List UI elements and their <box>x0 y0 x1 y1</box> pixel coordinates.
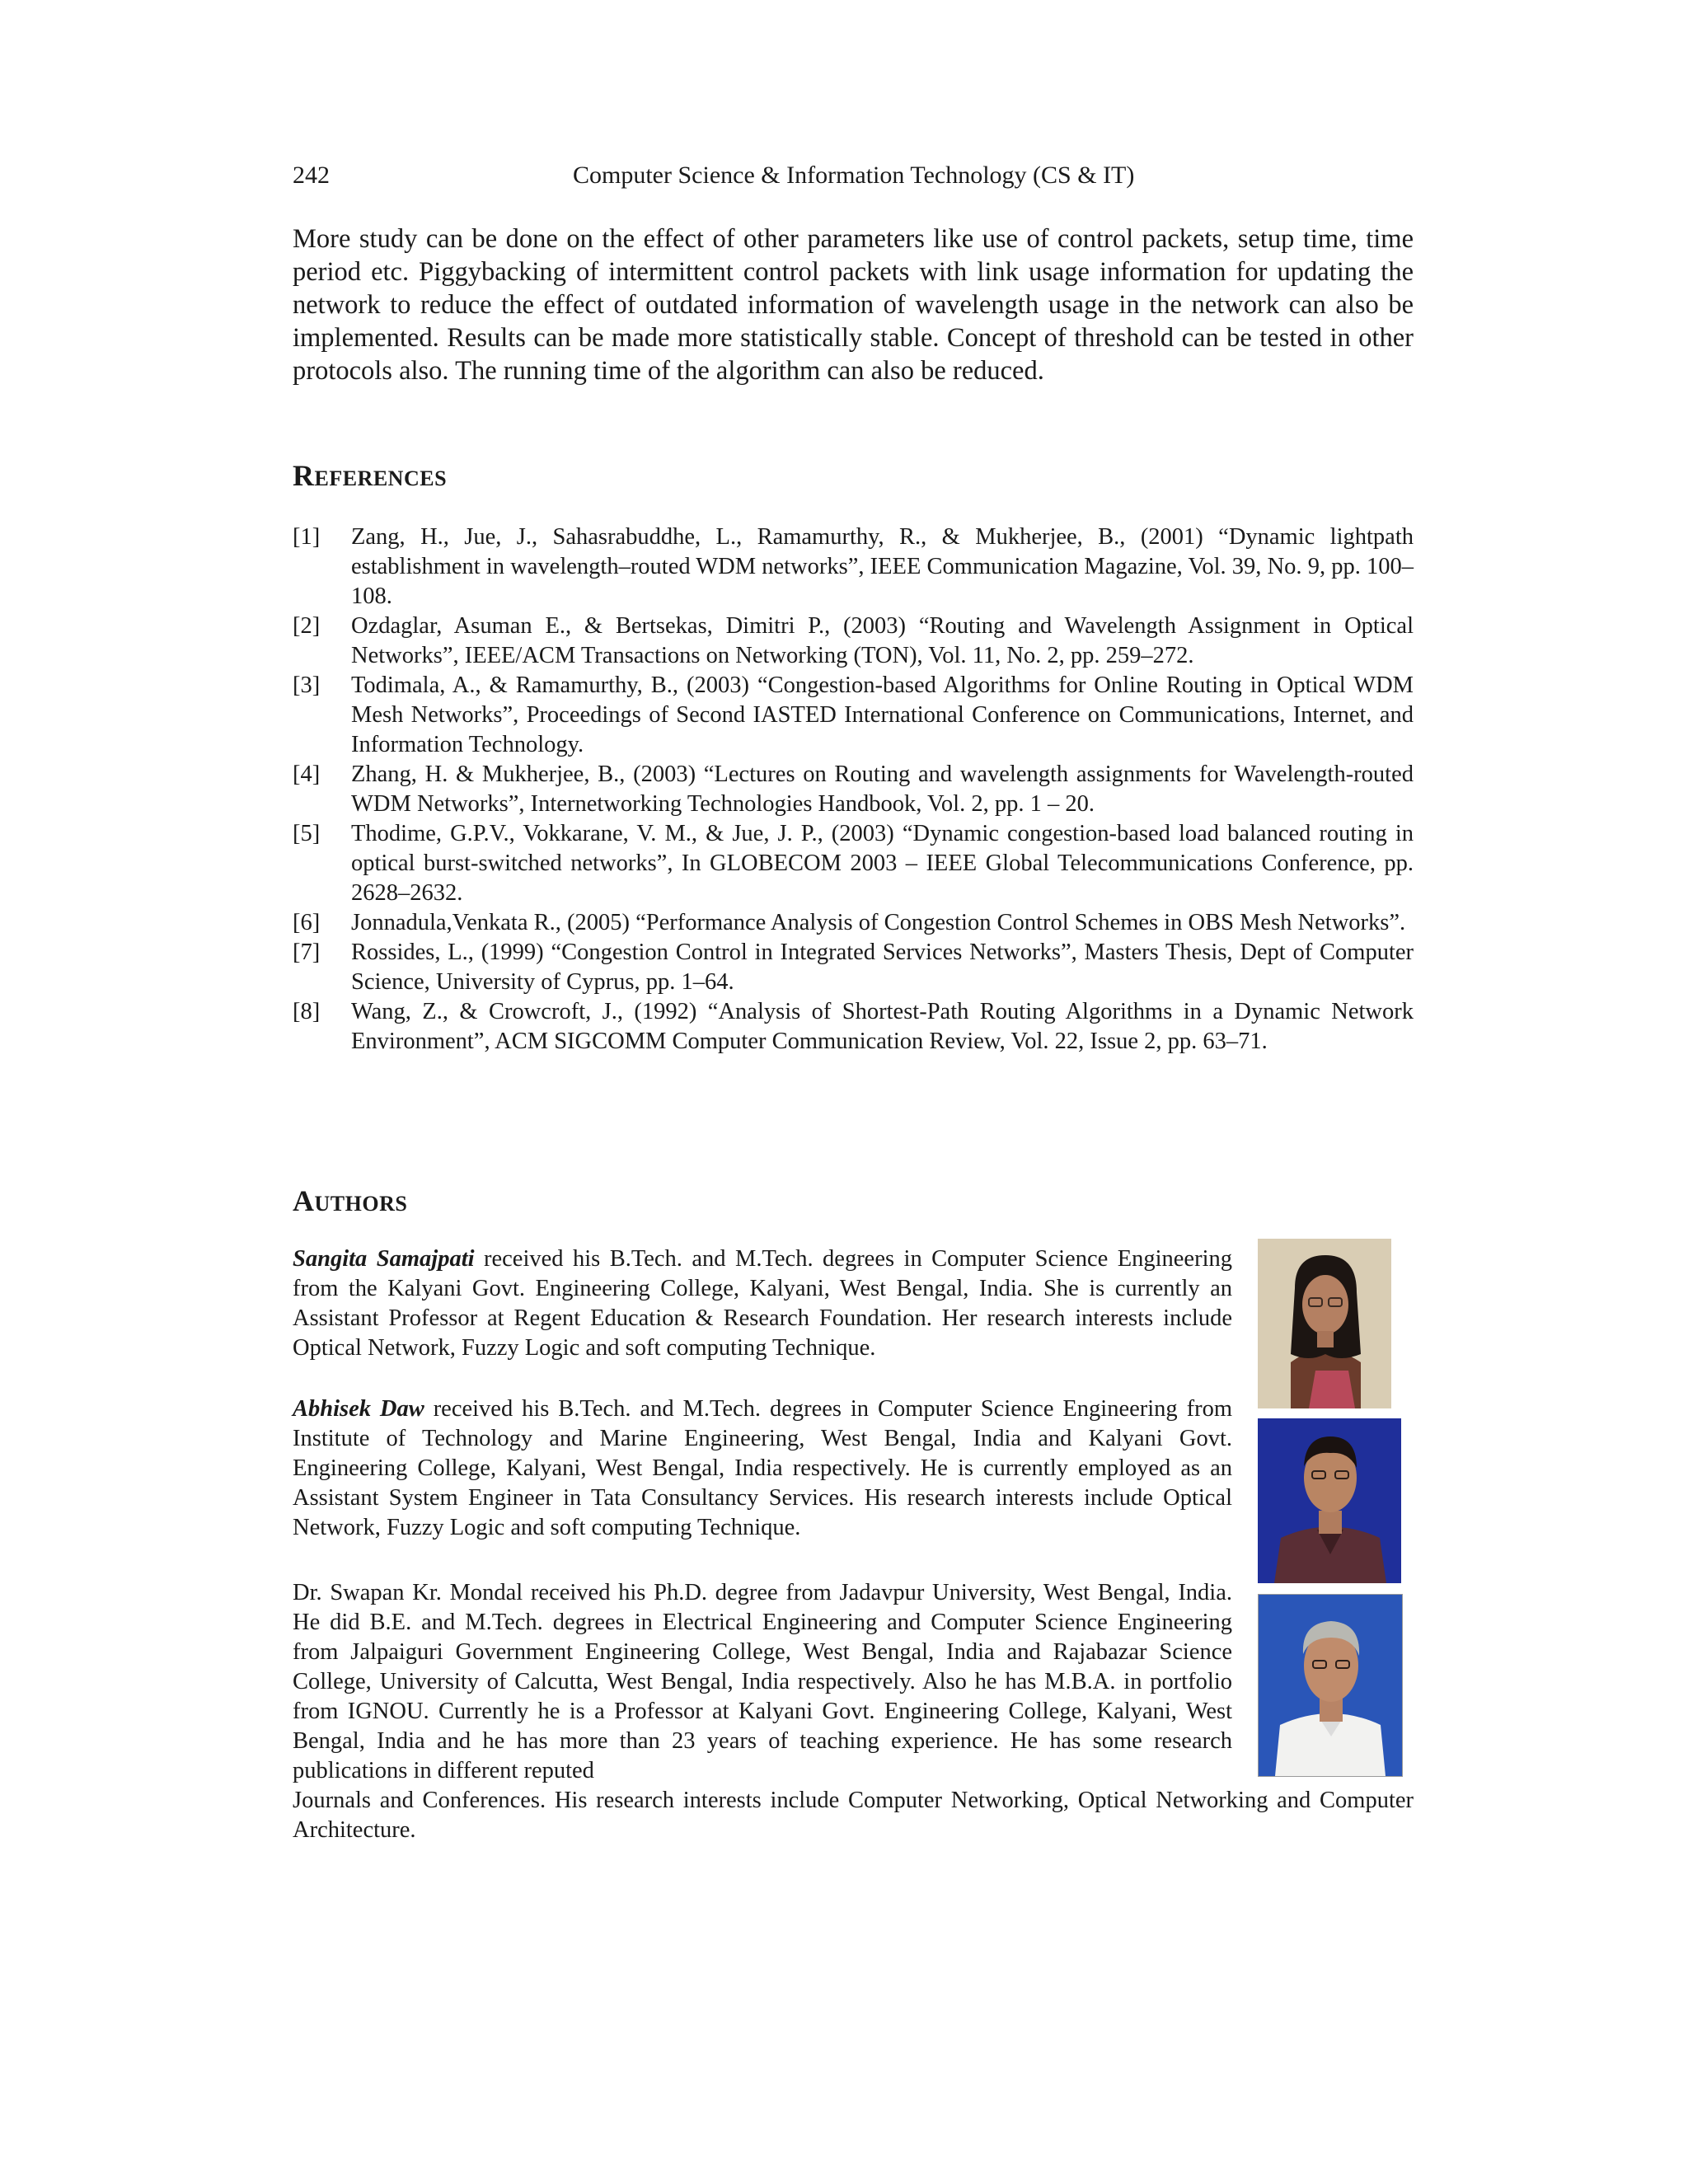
author-portrait-2 <box>1258 1418 1401 1583</box>
reference-item <box>293 671 1414 760</box>
journal-title: Computer Science & Information Technology (CS & IT) <box>573 162 1135 189</box>
reference-item <box>293 819 1414 908</box>
reference-text: Thodime, G.P.V., Vokkarane, V. M., & Jue, J. P., (2003) “Dynamic congestion-based load balanced routing in optical burst-switched networks”, In GLOBECOM 2003 – IEEE Global Telecommunications Conference, pp. 2628–2632. <box>351 821 1414 906</box>
author-photo <box>1258 1239 1391 1408</box>
reference-item <box>293 523 1414 612</box>
references-heading: REFERENCES <box>293 459 448 492</box>
author-name: Sangita Samajpati <box>293 1246 475 1272</box>
reference-number: [5] <box>293 821 321 846</box>
reference-number: [4] <box>293 762 321 787</box>
reference-item <box>293 612 1414 671</box>
references-list <box>293 523 1414 1057</box>
author-name: Dr. Swapan Kr. Mondal <box>293 1580 523 1605</box>
authors-heading: AUTHORS <box>293 1184 408 1217</box>
author-bio: Sangita Samajpati received his B.Tech. and M.Tech. degrees in Computer Science Engineering from the Kalyani Govt. Engineering College, Kalyani, West Bengal, India. She is currently an Assistant Professor at Regent Education & Research Foundation. Her research interests include Optical Network, Fuzzy Logic and soft computing Technique. <box>293 1246 1232 1361</box>
reference-text: Ozdaglar, Asuman E., & Bertsekas, Dimitri P., (2003) “Routing and Wavelength Assignment in Optical Networks”, IEEE/ACM Transactions on Networking (TON), Vol. 11, No. 2, pp. 259–272. <box>351 613 1414 668</box>
page-number: 242 <box>293 162 330 189</box>
reference-text: Rossides, L., (1999) “Congestion Control in Integrated Services Networks”, Masters Thesis, Dept of Computer Science, University of Cyprus, pp. 1–64. <box>351 940 1414 995</box>
reference-text: Jonnadula,Venkata R., (2005) “Performance Analysis of Congestion Control Schemes in OBS Mesh Networks”. <box>351 910 1406 935</box>
author-bio: Dr. Swapan Kr. Mondal received his Ph.D. degree from Jadavpur University, West Bengal, India. He did B.E. and M.Tech. degrees in Electrical Engineering and Computer Science Engineering from Jalpaiguri Government Engineering College, West Bengal, India and Rajabazar Science College, University of Calcutta, West Bengal, India respectively. Also he has M.B.A. in portfolio from IGNOU. Currently he is a Professor at Kalyani Govt. Engineering College, Kalyani, West Bengal, India and he has more than 23 years of teaching experience. He has some research publications in different reputed Journals and Conferences. His research interests include Computer Networking, Optical Networking and Computer Architecture. <box>293 1580 1414 1843</box>
reference-text: Zhang, H. & Mukherjee, B., (2003) “Lectures on Routing and wavelength assignments for Wavelength-routed WDM Networks”, Internetworking Technologies Handbook, Vol. 2, pp. 1 – 20. <box>351 762 1414 817</box>
reference-text: Todimala, A., & Ramamurthy, B., (2003) “Congestion-based Algorithms for Online Routing in Optical WDM Mesh Networks”, Proceedings of Second IASTED International Conference on Communications, Internet, and Information Technology. <box>351 673 1414 757</box>
reference-item <box>293 938 1414 997</box>
reference-number: [8] <box>293 999 321 1024</box>
author-bio: Abhisek Daw received his B.Tech. and M.Tech. degrees in Computer Science Engineering from Institute of Technology and Marine Engineering, West Bengal, India and Kalyani Govt. Engineering College, Kalyani, West Bengal, India respectively. He is currently employed as an Assistant System Engineer in Tata Consultancy Services. His research interests include Optical Network, Fuzzy Logic and soft computing Technique. <box>293 1396 1232 1540</box>
author-portrait-1 <box>1258 1239 1391 1408</box>
reference-text: Zang, H., Jue, J., Sahasrabuddhe, L., Ramamurthy, R., & Mukherjee, B., (2001) “Dynamic lightpath establishment in wavelength–routed WDM networks”, IEEE Communication Magazine, Vol. 39, No. 9, pp. 100–108. <box>351 524 1414 609</box>
reference-number: [6] <box>293 910 321 935</box>
reference-item <box>293 997 1414 1057</box>
author-portrait-3 <box>1259 1595 1402 1776</box>
reference-text: Wang, Z., & Crowcroft, J., (1992) “Analysis of Shortest-Path Routing Algorithms in a Dynamic Network Environment”, ACM SIGCOMM Computer Communication Review, Vol. 22, Issue 2, pp. 63–71. <box>351 999 1414 1054</box>
author-photo <box>1258 1594 1403 1777</box>
reference-number: [7] <box>293 940 321 965</box>
reference-item <box>293 908 1414 938</box>
reference-number: [2] <box>293 613 321 639</box>
intro-paragraph: More study can be done on the effect of other parameters like use of control packets, setup time, time period etc. Piggybacking of intermittent control packets with link usage information for updating the network to reduce the effect of outdated information of wavelength usage in the network can also be implemented. Results can be made more statistically stable. Concept of threshold can be tested in other protocols also. The running time of the algorithm can also be reduced. <box>293 224 1414 386</box>
author-photo <box>1258 1418 1401 1583</box>
reference-item <box>293 760 1414 819</box>
running-header <box>293 162 1414 194</box>
reference-number: [3] <box>293 673 321 698</box>
author-name: Abhisek Daw <box>293 1396 424 1422</box>
reference-number: [1] <box>293 524 321 550</box>
